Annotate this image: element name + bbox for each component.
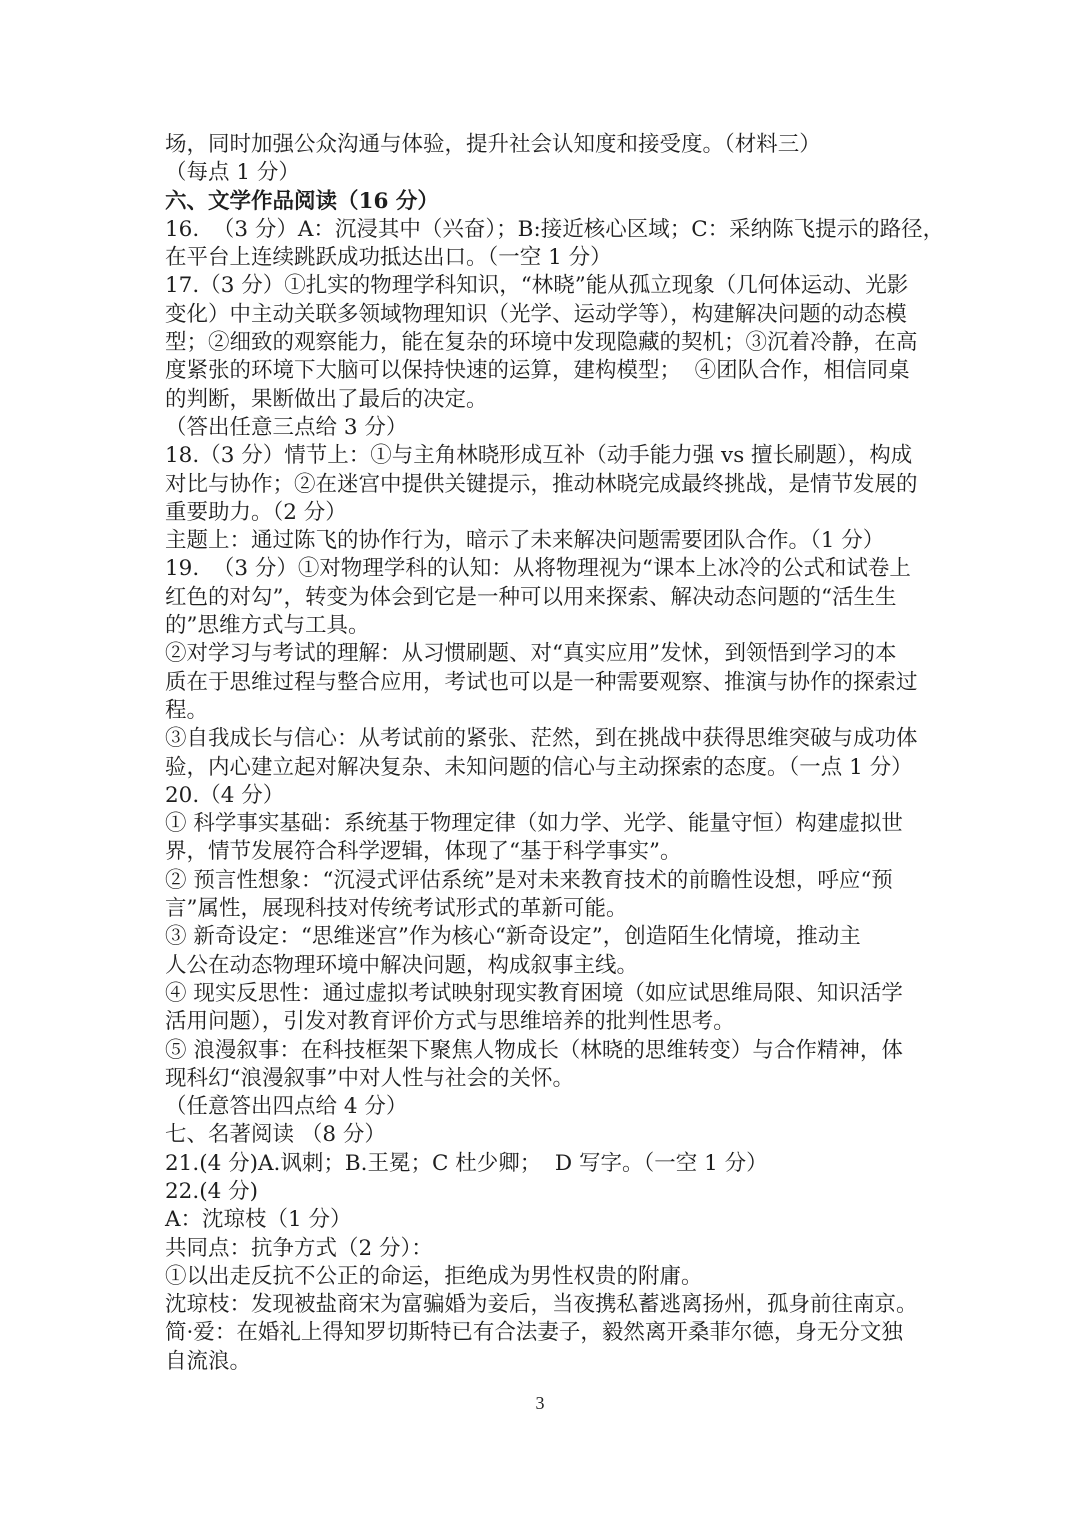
text-line: 主题上：通过陈飞的协作行为，暗示了未来解决问题需要团队合作。（1 分） xyxy=(165,528,885,554)
text-line: 重要助力。（2 分） xyxy=(165,499,347,525)
text-line: 言”属性，展现科技对传统考试形式的革新可能。 xyxy=(165,896,628,922)
section-heading: 六、文学作品阅读（16 分） xyxy=(165,188,439,214)
text-line: ②对学习与考试的理解：从习惯刷题、对“真实应用”发怵，到领悟到学习的本 xyxy=(165,641,897,667)
text-line: ①以出走反抗不公正的命运，拒绝成为男性权贵的附庸。 xyxy=(165,1263,703,1289)
text-line: 21.(4 分)A.讽刺；B.王冕；C 杜少卿； D 写字。（一空 1 分） xyxy=(165,1150,768,1176)
text-line: 对比与协作；②在迷宫中提供关键提示，推动林晓完成最终挑战，是情节发展的 xyxy=(165,471,918,497)
text-line: ① 科学事实基础：系统基于物理定律（如力学、光学、能量守恒）构建虚拟世 xyxy=(165,811,903,837)
text-line: （每点 1 分） xyxy=(165,160,300,186)
text-line: 红色的对勾”，转变为体会到它是一种可以用来探索、解决动态问题的“活生生 xyxy=(165,584,897,610)
page-number: 3 xyxy=(535,1393,545,1413)
text-line: ④ 现实反思性：通过虚拟考试映射现实教育困境（如应试思维局限、知识活学 xyxy=(165,980,903,1006)
text-line: ⑤ 浪漫叙事：在科技框架下聚焦人物成长（林晓的思维转变）与合作精神，体 xyxy=(165,1037,903,1063)
text-line: 18.（3 分）情节上：①与主角林晓形成互补（动手能力强 vs 擅长刷题），构成 xyxy=(165,443,913,469)
text-line: 19. （3 分）①对物理学科的认知：从将物理视为“课本上冰冷的公式和试卷上 xyxy=(165,556,911,582)
text-line: 17.（3 分）①扎实的物理学科知识，“林晓”能从孤立现象（几何体运动、光影 xyxy=(165,273,909,299)
text-line: 在平台上连续跳跃成功抵达出口。（一空 1 分） xyxy=(165,245,612,271)
section-heading: 七、名著阅读 （8 分） xyxy=(165,1122,386,1148)
text-line: 活用问题），引发对教育评价方式与思维培养的批判性思考。 xyxy=(165,1009,735,1035)
text-line: 型；②细致的观察能力，能在复杂的环境中发现隐藏的契机；③沉着冷静，在高 xyxy=(165,330,918,356)
text-line: 质在于思维过程与整合应用，考试也可以是一种需要观察、推演与协作的探索过 xyxy=(165,669,918,695)
text-line: （任意答出四点给 4 分） xyxy=(165,1094,408,1120)
text-line: 22.(4 分) xyxy=(165,1178,258,1204)
text-line: ③自我成长与信心：从考试前的紧张、茫然，到在挑战中获得思维突破与成功体 xyxy=(165,726,918,752)
text-line: 16. （3 分）A：沉浸其中（兴奋）；B:接近核心区域；C：采纳陈飞提示的路径， xyxy=(165,216,945,242)
text-line: 现科幻“浪漫叙事”中对人性与社会的关怀。 xyxy=(165,1065,574,1091)
text-line: 变化）中主动关联多领域物理知识（光学、运动学等），构建解决问题的动态模 xyxy=(165,301,907,327)
document-body xyxy=(165,131,945,1376)
text-line: 沈琼枝：发现被盐商宋为富骗婚为妾后，当夜携私蓄逃离扬州，孤身前往南京。 xyxy=(165,1292,918,1318)
text-line: 场，同时加强公众沟通与体验，提升社会认知度和接受度。（材料三） xyxy=(165,132,821,157)
text-line: 程。 xyxy=(165,697,209,723)
text-line: 自流浪。 xyxy=(165,1348,252,1374)
text-line: 简·爱：在婚礼上得知罗切斯特已有合法妻子，毅然离开桑菲尔德，身无分文独 xyxy=(165,1320,903,1346)
text-line: 界，情节发展符合科学逻辑，体现了“基于科学事实”。 xyxy=(165,839,682,865)
text-line: 人公在动态物理环境中解决问题，构成叙事主线。 xyxy=(165,952,639,978)
text-line: 的判断，果断做出了最后的决定。 xyxy=(165,386,488,412)
text-line: 共同点：抗争方式（2 分）： xyxy=(165,1235,433,1261)
text-line: 的”思维方式与工具。 xyxy=(165,613,370,639)
text-line: A：沈琼枝（1 分） xyxy=(165,1207,352,1233)
text-line: 验，内心建立起对解决复杂、未知问题的信心与主动探索的态度。（一点 1 分） xyxy=(165,754,913,780)
text-line: 20.（4 分） xyxy=(165,782,285,808)
text-line: ② 预言性想象：“沉浸式评估系统”是对未来教育技术的前瞻性设想，呼应“预 xyxy=(165,867,893,893)
text-line: （答出任意三点给 3 分） xyxy=(165,414,408,440)
text-line: ③ 新奇设定：“思维迷宫”作为核心“新奇设定”，创造陌生化情境，推动主 xyxy=(165,924,861,950)
text-line: 度紧张的环境下大脑可以保持快速的运算，建构模型； ④团队合作，相信同桌 xyxy=(165,358,910,384)
